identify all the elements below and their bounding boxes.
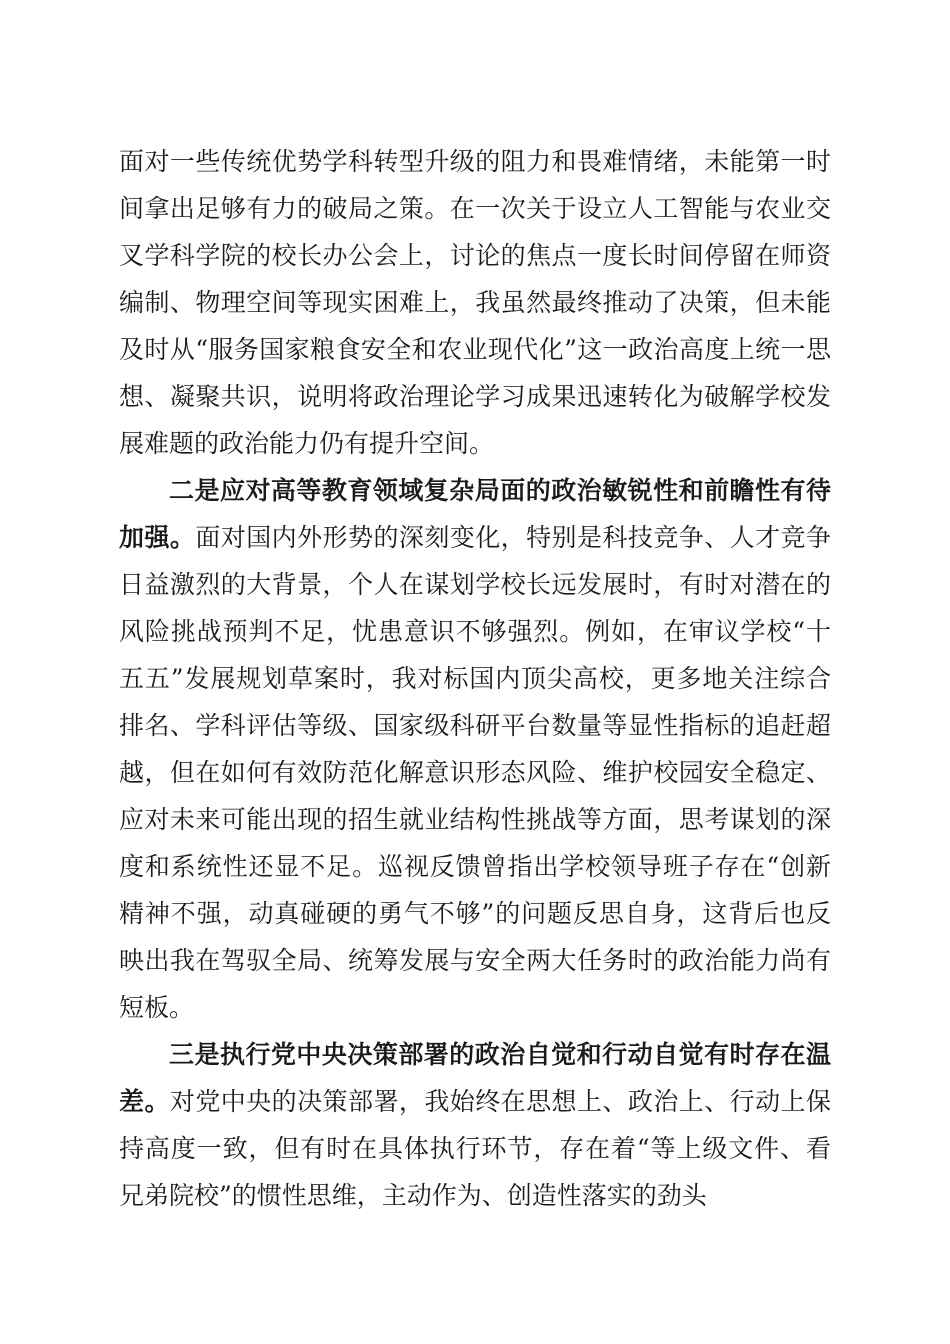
paragraph-point-two (119, 467, 831, 1031)
paragraph-text: 对党中央的决策部署，我始终在思想上、政治上、行动上保持高度一致，但有时在具体执行环节，存在着“等上级文件、看兄弟院校”的惯性思维，主动作为、创造性落实的劲头 (119, 1087, 831, 1210)
paragraph-point-three (119, 1031, 831, 1219)
paragraph-text: 面对一些传统优势学科转型升级的阻力和畏难情绪，未能第一时间拿出足够有力的破局之策。在一次关于设立人工智能与农业交叉学科学院的校长办公会上，讨论的焦点一度长时间停留在师资编制、物理空间等现实困难上，我虽然最终推动了决策，但未能及时从“服务国家粮食安全和农业现代化”这一政治高度上统一思想、凝聚共识，说明将政治理论学习成果迅速转化为破解学校发展难题的政治能力仍有提升空间。 (119, 147, 831, 458)
paragraph-lead-heading: 二是应对高等教育领域复杂局面的政治敏锐性和前瞻性有待加强。 (119, 476, 831, 552)
paragraph-text: 面对国内外形势的深刻变化，特别是科技竞争、人才竞争日益激烈的大背景，个人在谋划学校长远发展时，有时对潜在的风险挑战预判不足，忧患意识不够强烈。例如，在审议学校“十五五”发展规划草案时，我对标国内顶尖高校，更多地关注综合排名、学科评估等级、国家级科研平台数量等显性指标的追赶超越，但在如何有效防范化解意识形态风险、维护校园安全稳定、应对未来可能出现的招生就业结构性挑战等方面，思考谋划的深度和系统性还显不足。巡视反馈曾指出学校领导班子存在“创新精神不强，动真碰硬的勇气不够”的问题反思自身，这背后也反映出我在驾驭全局、统筹发展与安全两大任务时的政治能力尚有短板。 (119, 523, 831, 1022)
document-body (119, 138, 831, 1219)
paragraph-continued (119, 138, 831, 467)
paragraph-lead-heading: 三是执行党中央决策部署的政治自觉和行动自觉有时存在温差。 (119, 1040, 831, 1116)
